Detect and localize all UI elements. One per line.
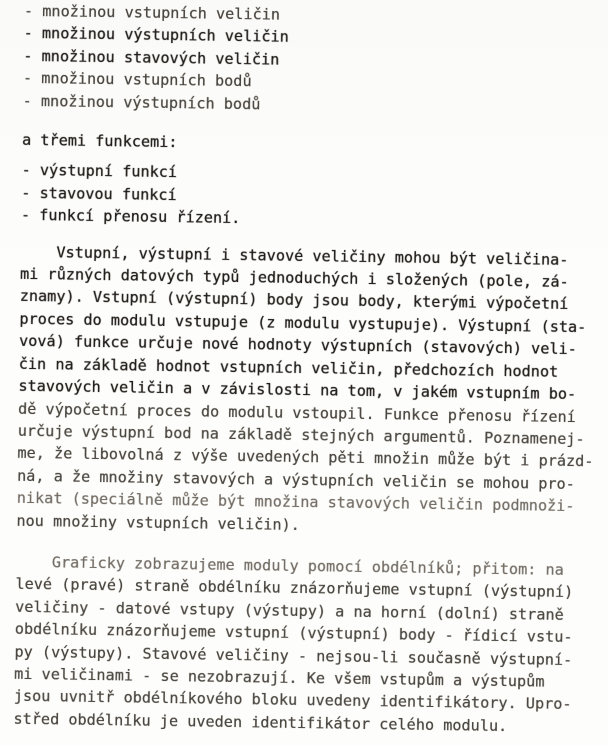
list-item: - množinou stavových veličin xyxy=(23,46,280,69)
text-line: proces do modulu vstupuje (z modulu vystupuje). Výstupní (sta- xyxy=(19,309,587,337)
text-line: py (výstupy). Stavové veličiny - nejsou-li současně výstupní- xyxy=(14,642,573,669)
text-line: levé (pravé) straně obdélníku znázorňujeme vstupní (výstupní) xyxy=(15,575,574,602)
text-line: veličiny - datové vstupy (výstupy) a na horní (dolní) straně xyxy=(15,597,564,624)
text-line: určuje výstupní bod na základě stejných argumentů. Poznamenej- xyxy=(17,421,585,449)
text-line: čin na základě hodnot vstupních veličin, předchozích hodnot xyxy=(18,354,559,381)
text-line: obdélníku znázorňujeme vstupní (výstupní) body - řídicí vstu- xyxy=(14,619,573,647)
text-line: nou množiny vstupních veličin). xyxy=(16,511,301,534)
list-item: - množinou výstupních veličin xyxy=(23,24,289,47)
text-line: dě výpočetní proces do modulu vstoupil. Funkce přenosu řízení xyxy=(17,399,576,426)
list-item: - množinou výstupních bodů xyxy=(22,91,261,113)
list-item: - stavovou funkcí xyxy=(21,183,177,204)
text-line: stavových veličin a v závislosti na tom, v jakém vstupním bo- xyxy=(18,376,577,404)
text-line: znamy). Vstupní (výstupní) body jsou body, kterými výpočetní xyxy=(19,287,569,314)
list-item: - množinou vstupních veličin xyxy=(23,1,281,24)
list-item: - množinou vstupních bodů xyxy=(22,69,252,91)
text-line: jsou uvnitř obdélníkového bloku uvedeny identifikátory. Upro- xyxy=(13,687,572,714)
list-item: - výstupní funkcí xyxy=(21,161,178,182)
paragraph-2 xyxy=(13,551,596,739)
text-line: Vstupní, výstupní i stavové veličiny mohou být veličina- xyxy=(56,243,569,269)
text-line: me, že libovolná z výše uvedených pěti množin může být i prázd- xyxy=(17,444,594,471)
text-line: Graficky zobrazujeme moduly pomocí obdélníků; přitom: na xyxy=(51,553,564,579)
text-line: ná, a že množiny stavových a výstupních veličin se mohou pro- xyxy=(16,466,575,493)
text-line: střed obdélníku je uveden identifikátor celého modulu. xyxy=(13,709,508,735)
text-line: nikat (speciálně může být množina stavových veličin podmnoži- xyxy=(16,488,575,516)
intro-line: a třemi funkcemi: xyxy=(21,130,178,152)
paragraph-1 xyxy=(16,240,600,540)
function-list xyxy=(21,159,602,235)
text-line: mi různých datových typů jednoduchých i složených (pole, zá- xyxy=(19,264,569,292)
text-line: mi veličinami - se nezobrazují. Ke všem vstupům a výstupům xyxy=(14,664,545,691)
text-line: vová) funkce určuje nové hodnoty výstupních (stavových) veli- xyxy=(18,332,577,359)
list-item: - funkcí přenosu řízení. xyxy=(20,206,241,228)
set-list xyxy=(23,0,605,120)
page-text xyxy=(13,0,604,739)
